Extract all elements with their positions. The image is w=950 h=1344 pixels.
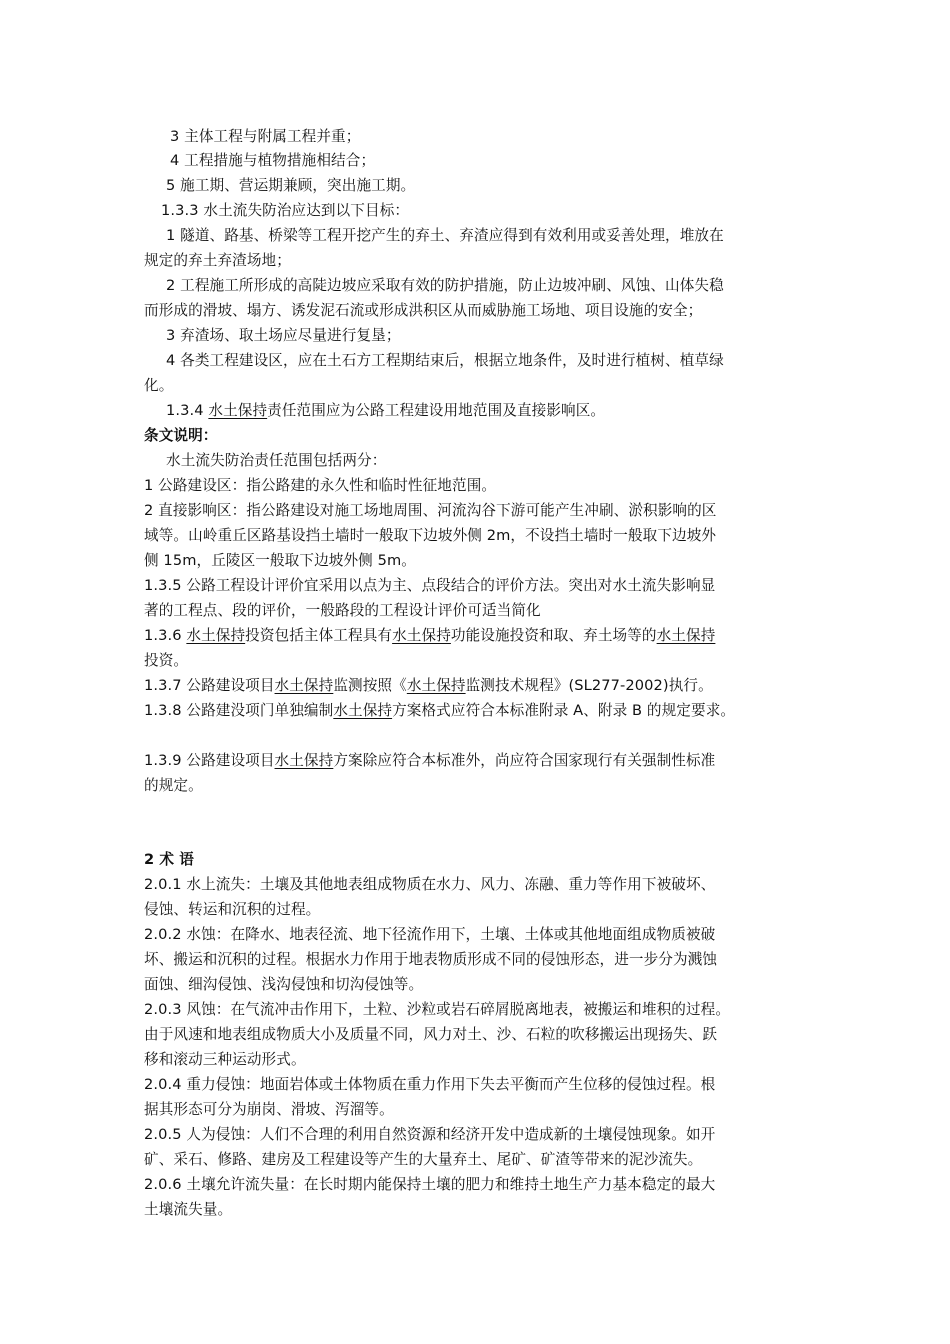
text-segment: 2.0.3 风蚀：在气流冲击作用下，土粒、沙粒或岩石碎屑脱离地表，被搬运和堆积的过程。 <box>144 1001 731 1018</box>
term-2-0-5-b <box>144 1150 702 1170</box>
explanation-1 <box>144 476 496 496</box>
clause-1-3-6-a <box>144 626 715 646</box>
goal-1-b <box>144 251 291 271</box>
text-segment: 的规定。 <box>144 777 203 794</box>
text-segment: 1.3.4 <box>166 402 209 419</box>
goal-3 <box>166 326 401 346</box>
clause-1-3-9-b <box>144 776 203 796</box>
text-segment: 土壤流失量。 <box>144 1201 233 1218</box>
term-link-water-soil-conservation: 水土保持 <box>208 402 268 419</box>
clause-1-3-9-a <box>144 751 715 771</box>
term-2-0-5-a <box>144 1125 715 1145</box>
principle-3 <box>170 127 360 147</box>
clause-1-3-5-a <box>144 576 715 596</box>
text-segment: 方案格式应符合本标准附录 A、附录 B 的规定要求。 <box>392 702 736 719</box>
text-segment: 水土流失防治责任范围包括两分： <box>166 452 387 469</box>
term-2-0-2-a <box>144 925 715 945</box>
clause-1-3-4 <box>166 401 605 421</box>
term-link-water-soil-conservation: 水土保持 <box>406 677 466 694</box>
text-segment: 2 术 语 <box>144 851 195 868</box>
text-segment: 规定的弃土弃渣场地； <box>144 252 291 269</box>
text-segment: 2.0.1 水上流失：土壤及其他地表组成物质在水力、风力、冻融、重力等作用下被破坏、 <box>144 876 716 893</box>
principle-4 <box>170 151 375 171</box>
text-segment: 1.3.3 水土流失防治应达到以下目标： <box>161 202 410 219</box>
term-2-0-4-a <box>144 1075 715 1095</box>
term-2-0-1-b <box>144 900 320 920</box>
text-segment: 侵蚀、转运和沉积的过程。 <box>144 901 321 918</box>
term-2-0-3-c <box>144 1050 306 1070</box>
text-segment: 4 工程措施与植物措施相结合； <box>170 152 376 169</box>
term-2-0-6-a <box>144 1175 715 1195</box>
text-segment: 2.0.4 重力侵蚀：地面岩体或土体物质在重力作用下失去平衡而产生位移的侵蚀过程。根 <box>144 1076 716 1093</box>
text-segment: 4 各类工程建设区，应在土石方工程期结束后，根据立地条件，及时进行植树、植草绿 <box>166 352 724 369</box>
explanation-intro <box>166 451 386 471</box>
term-link-water-soil-conservation: 水土保持 <box>274 752 334 769</box>
text-segment: 3 弃渣场、取土场应尽量进行复垦； <box>166 327 401 344</box>
text-segment: 方案除应符合本标准外，尚应符合国家现行有关强制性标准 <box>333 752 716 769</box>
explanation-2-c <box>144 551 416 571</box>
text-segment: 责任范围应为公路工程建设用地范围及直接影响区。 <box>267 402 606 419</box>
goal-4-a <box>166 351 724 371</box>
text-segment: 侧 15m，丘陵区一般取下边坡外侧 5m。 <box>144 552 416 569</box>
section-2-heading <box>144 850 194 870</box>
explanation-2-b <box>144 526 716 546</box>
goal-1-a <box>166 226 724 246</box>
text-segment: 投资包括主体工程具有 <box>245 627 393 644</box>
text-segment: 功能设施投资和取、弃土场等的 <box>450 627 657 644</box>
text-segment: 而形成的滑坡、塌方、诱发泥石流或形成洪积区从而威胁施工场地、项目设施的安全； <box>144 302 703 319</box>
text-segment: 1.3.8 公路建没项门单独编制 <box>144 702 334 719</box>
text-segment: 移和滚动三种运动形式。 <box>144 1051 306 1068</box>
term-link-water-soil-conservation: 水土保持 <box>333 702 393 719</box>
principle-5 <box>166 176 415 196</box>
text-segment: 1.3.6 <box>144 627 187 644</box>
term-link-water-soil-conservation: 水土保持 <box>656 627 716 644</box>
text-segment: 1 隧道、路基、桥梁等工程开挖产生的弃土、弃渣应得到有效利用或妥善处理，堆放在 <box>166 227 724 244</box>
clause-1-3-7 <box>144 676 713 696</box>
text-segment: 1.3.5 公路工程设计评价宜采用以点为主、点段结合的评价方法。突出对水土流失影响显 <box>144 577 716 594</box>
term-link-water-soil-conservation: 水土保持 <box>392 627 451 644</box>
clause-1-3-5-b <box>144 601 541 621</box>
term-2-0-1-a <box>144 875 715 895</box>
explanation-heading <box>144 426 217 446</box>
explanation-2-a <box>144 501 717 521</box>
text-segment: 3 主体工程与附属工程并重； <box>170 128 361 145</box>
goal-4-b <box>144 376 173 396</box>
text-segment: 2.0.6 土壤允许流失量：在长时期内能保持土壤的肥力和维持土地生产力基本稳定的最大 <box>144 1176 716 1193</box>
text-segment: 5 施工期、营运期兼顾，突出施工期。 <box>166 177 416 194</box>
text-segment: 投资。 <box>144 652 189 669</box>
text-segment: 域等。山岭重丘区路基设挡土墙时一般取下边坡外侧 2m，不设挡土墙时一般取下边坡外 <box>144 527 717 544</box>
text-segment: 坏、搬运和沉积的过程。根据水力作用于地表物质形成不同的侵蚀形态，进一步分为溅蚀 <box>144 951 718 968</box>
text-segment: 著的工程点、段的评价，一般路段的工程设计评价可适当简化 <box>144 602 541 619</box>
term-2-0-3-b <box>144 1025 717 1045</box>
text-segment: 2.0.5 人为侵蚀：人们不合理的利用自然资源和经济开发中造成新的土壤侵蚀现象。如开 <box>144 1126 716 1143</box>
text-segment: 监测按照《 <box>333 677 407 694</box>
text-segment: 1 公路建设区：指公路建的永久性和临时性征地范围。 <box>144 477 497 494</box>
text-segment: 矿、采石、修路、建房及工程建设等产生的大量弃土、尾矿、矿渣等带来的泥沙流失。 <box>144 1151 703 1168</box>
text-segment: 1.3.9 公路建设项目 <box>144 752 275 769</box>
term-2-0-4-b <box>144 1100 394 1120</box>
text-segment: 1.3.7 公路建设项目 <box>144 677 275 694</box>
term-2-0-6-b <box>144 1200 232 1220</box>
text-segment: 条文说明： <box>144 427 218 444</box>
clause-1-3-8 <box>144 701 735 721</box>
clause-1-3-3 <box>161 201 409 221</box>
text-segment: 据其形态可分为崩岗、滑坡、泻溜等。 <box>144 1101 394 1118</box>
clause-1-3-6-b <box>144 651 188 671</box>
text-segment: 由于风速和地表组成物质大小及质量不同，风力对土、沙、石粒的吹移搬运出现扬失、跃 <box>144 1026 718 1043</box>
text-segment: 2 工程施工所形成的高陡边坡应采取有效的防护措施，防止边坡冲刷、风蚀、山体失稳 <box>166 277 724 294</box>
term-2-0-3-a <box>144 1000 730 1020</box>
term-2-0-2-b <box>144 950 717 970</box>
term-link-water-soil-conservation: 水土保持 <box>186 627 246 644</box>
term-link-water-soil-conservation: 水土保持 <box>274 677 334 694</box>
text-segment: 监测技术规程》(SL277-2002)执行。 <box>465 677 713 694</box>
goal-2-b <box>144 301 702 321</box>
text-segment: 化。 <box>144 377 174 394</box>
text-segment: 面蚀、细沟侵蚀、浅沟侵蚀和切沟侵蚀等。 <box>144 976 424 993</box>
term-2-0-2-c <box>144 975 423 995</box>
goal-2-a <box>166 276 724 296</box>
text-segment: 2 直接影响区：指公路建设对施工场地周围、河流沟谷下游可能产生冲刷、淤积影响的区 <box>144 502 717 519</box>
text-segment: 2.0.2 水蚀：在降水、地表径流、地下径流作用下，土壤、土体或其他地面组成物质被破 <box>144 926 716 943</box>
